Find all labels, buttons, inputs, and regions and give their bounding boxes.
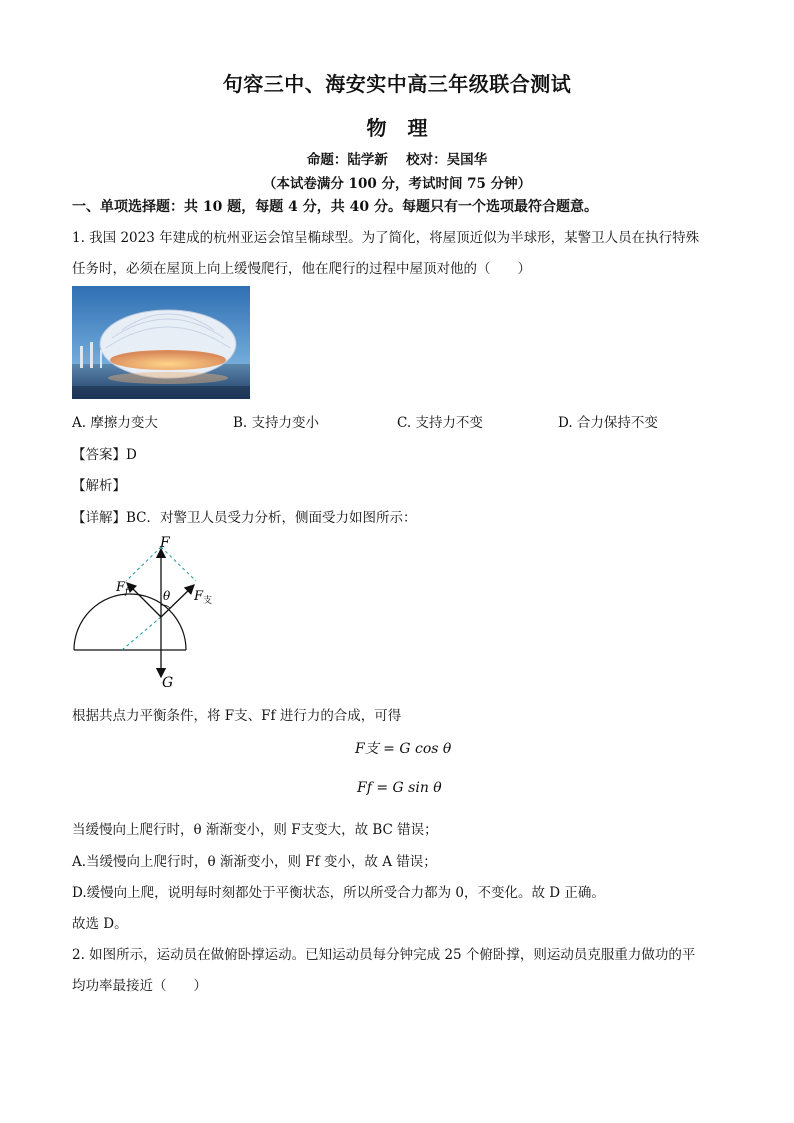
q2-stem-line1: 2. 如图所示，运动员在做俯卧撑运动。已知运动员每分钟完成 25 个俯卧撑，则运动员克服重力做功的平 (72, 947, 696, 963)
q1-option-c: C. 支持力不变 (397, 415, 483, 431)
label-ff: $F_f$ (116, 580, 129, 597)
equation-friction: Ff = G sin θ (357, 780, 442, 796)
parallelogram-dash-1 (126, 547, 161, 581)
explanation-1: 当缓慢向上爬行时，θ 渐渐变小，则 F支变大，故 BC 错误； (72, 822, 438, 838)
section-heading: 一、单项选择题：共 10 题，每题 4 分，共 40 分。每题只有一个选项最符合题意。 (72, 199, 598, 215)
q1-option-b: B. 支持力变小 (233, 415, 320, 431)
conclusion: 故选 D。 (72, 916, 128, 932)
q2-stem-line2: 均功率最接近（ ） (72, 978, 207, 994)
equation-normal: F支 = G cos θ (355, 741, 452, 757)
q1-stem-line1: 1. 我国 2023 年建成的杭州亚运会馆呈椭球型。为了简化，将屋顶近似为半球形，某警卫人员在执行特殊 (72, 230, 700, 246)
label-theta: θ (163, 589, 171, 603)
subject-title: 物 理 (366, 116, 428, 140)
explanation-2: A.当缓慢向上爬行时，θ 渐渐变小，则 Ff 变小，故 A 错误； (72, 854, 437, 870)
stadium-illustration (72, 286, 250, 399)
parallelogram-dash-2 (161, 547, 196, 581)
analysis-tag: 【解析】 (72, 478, 126, 494)
answer-line (72, 443, 137, 463)
q1-stem-line2: 任务时，必须在屋顶上向上缓慢爬行，他在爬行的过程中屋顶对他的（ ） (72, 261, 531, 277)
stadium-photo (72, 286, 250, 399)
force-diagram (70, 535, 230, 690)
exam-title: 句容三中、海安实中高三年级联合测试 (222, 72, 572, 96)
q1-option-a: A. 摩擦力变大 (72, 415, 158, 431)
balance-text: 根据共点力平衡条件，将 F支、Ff 进行力的合成，可得 (72, 708, 402, 724)
radius-dash (122, 617, 161, 650)
label-f: F (160, 535, 170, 551)
detail-line (72, 506, 417, 526)
detail-text: BC．对警卫人员受力分析，侧面受力如图所示： (126, 510, 417, 526)
exam-note: （本试卷满分 100 分，考试时间 75 分钟） (262, 176, 532, 192)
q1-option-d: D. 合力保持不变 (558, 415, 658, 431)
answer-tag: 【答案】 (72, 447, 126, 463)
authors-line: 命题：陆学新 校对：吴国华 (306, 152, 488, 168)
detail-tag: 【详解】 (72, 510, 126, 526)
label-g: G (162, 675, 174, 690)
answer-value: D (126, 447, 137, 463)
label-fn: $F_支$ (194, 589, 213, 606)
explanation-3: D.缓慢向上爬，说明每时刻都处于平衡状态，所以所受合力都为 0，不变化。故 D 正确。 (72, 885, 605, 901)
